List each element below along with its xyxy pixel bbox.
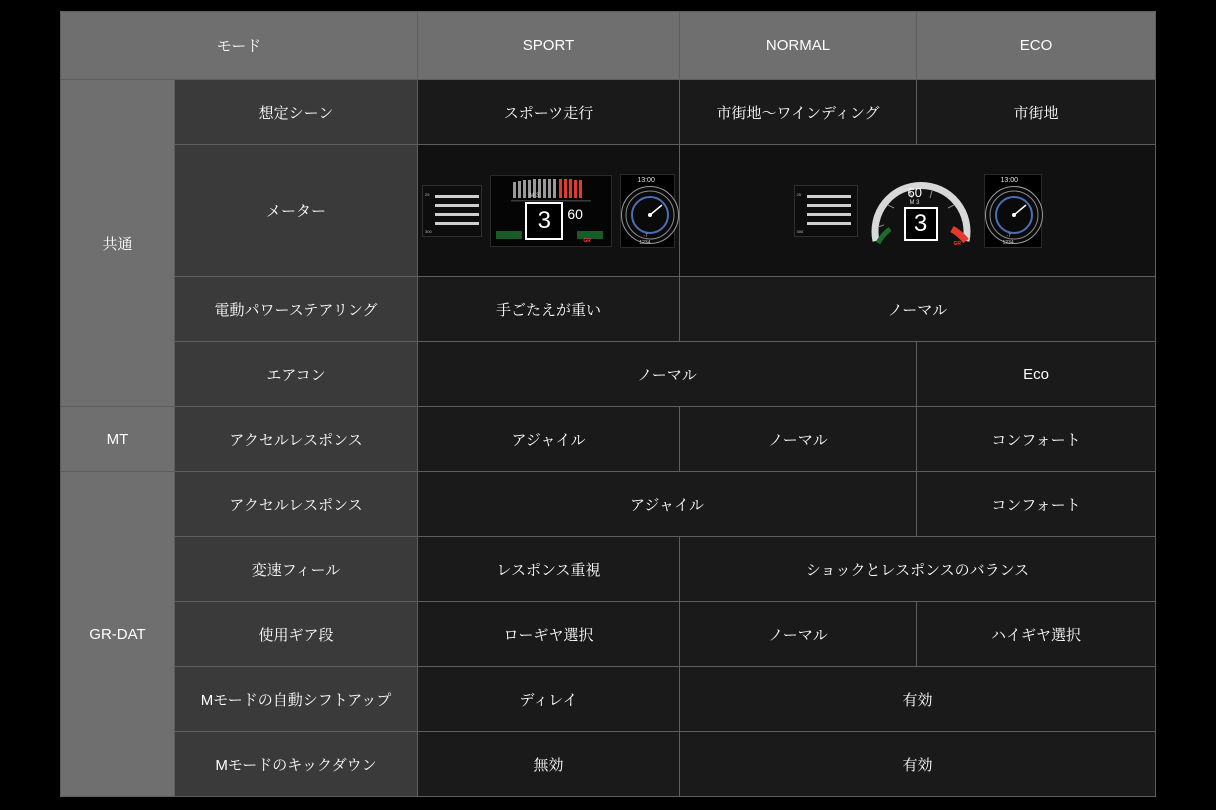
cell-m-auto-shiftup-sport: ディレイ [418, 667, 680, 732]
meter-speed-left-label: 25 [425, 191, 430, 197]
meter-speed-value: 60 [907, 184, 922, 200]
meter-clock: 13:00 [1000, 176, 1019, 184]
meter-temperature: -7 [643, 232, 648, 239]
table-row [61, 80, 1156, 145]
meter-tachometer-bar [490, 175, 612, 247]
cell-mt-accel-eco: コンフォート [917, 407, 1156, 472]
gr-badge-icon: GR [583, 237, 591, 244]
meter-speed-value: 60 [567, 205, 583, 222]
normal-eco-meter-cluster-image [684, 145, 1151, 276]
row-item-m-auto-shiftup: Mモードの自動シフトアップ [175, 667, 418, 732]
cell-dat-accel-sport-normal: アジャイル [418, 472, 917, 537]
table-header-row [61, 12, 1156, 80]
meter-temperature: -7 [1006, 232, 1011, 239]
header-col-sport: SPORT [418, 12, 680, 80]
meter-bar [435, 195, 479, 198]
sport-meter-cluster-image [422, 145, 675, 276]
table-row [61, 277, 1156, 342]
row-item-dat-accel-response: アクセルレスポンス [175, 472, 418, 537]
meter-speed-bottom-label: 300 [425, 228, 432, 234]
cell-gear-usage-normal: ノーマル [680, 602, 917, 667]
cell-shift-feel-sport: レスポンス重視 [418, 537, 680, 602]
meter-gear-mode-label: M 3 [529, 192, 540, 199]
meter-bar [807, 222, 851, 225]
meter-speed-bottom-label: 300 [796, 228, 804, 234]
cell-scene-sport: スポーツ走行 [418, 80, 680, 145]
table-row [61, 537, 1156, 602]
table-row [61, 145, 1156, 277]
meter-odometer: 1234 [1002, 239, 1014, 246]
drive-mode-spec-table [60, 11, 1156, 797]
header-mode-label: モード [61, 12, 418, 80]
meter-round-tachometer [866, 167, 976, 255]
meter-right-dial-panel [620, 174, 675, 248]
cell-eps-sport: 手ごたえが重い [418, 277, 680, 342]
cell-aircon-eco: Eco [917, 342, 1156, 407]
meter-gear-mode-label: M 3 [909, 199, 920, 206]
cell-gear-usage-sport: ローギヤ選択 [418, 602, 680, 667]
row-item-gear-usage: 使用ギア段 [175, 602, 418, 667]
meter-left-info-panel [794, 185, 858, 237]
meter-gear-display: 3 [525, 202, 563, 240]
cell-shift-feel-normal-eco: ショックとレスポンスのバランス [680, 537, 1156, 602]
row-item-shift-feel: 変速フィール [175, 537, 418, 602]
group-label-gr-dat: GR-DAT [61, 472, 175, 797]
header-col-normal: NORMAL [680, 12, 917, 80]
meter-mini-dial [621, 186, 679, 244]
meter-clock: 13:00 [637, 176, 655, 184]
group-label-common: 共通 [61, 80, 175, 407]
cell-m-auto-shiftup-normal-eco: 有効 [680, 667, 1156, 732]
cell-eps-normal-eco: ノーマル [680, 277, 1156, 342]
meter-bar [807, 195, 851, 198]
meter-mini-dial [985, 186, 1043, 244]
meter-bar [435, 204, 479, 207]
gr-badge-icon: GR [953, 240, 961, 247]
table-row [61, 732, 1156, 797]
row-item-aircon: エアコン [175, 342, 418, 407]
table-row [61, 472, 1156, 537]
cell-dat-accel-eco: コンフォート [917, 472, 1156, 537]
cell-meter-sport [418, 145, 680, 277]
cell-gear-usage-eco: ハイギヤ選択 [917, 602, 1156, 667]
table-row [61, 602, 1156, 667]
meter-bar [807, 213, 851, 216]
meter-gear-display: 3 [904, 207, 938, 241]
row-item-eps: 電動パワーステアリング [175, 277, 418, 342]
row-item-m-kickdown: Mモードのキックダウン [175, 732, 418, 797]
meter-speed-left-label: 25 [796, 191, 801, 197]
cell-meter-normal-eco [680, 145, 1156, 277]
cell-mt-accel-sport: アジャイル [418, 407, 680, 472]
table-row [61, 342, 1156, 407]
cell-scene-normal: 市街地〜ワインディング [680, 80, 917, 145]
meter-right-dial-panel [984, 174, 1042, 248]
meter-bar [807, 204, 851, 207]
cell-aircon-sport-normal: ノーマル [418, 342, 917, 407]
table-row [61, 407, 1156, 472]
row-item-scene: 想定シーン [175, 80, 418, 145]
cell-scene-eco: 市街地 [917, 80, 1156, 145]
mini-dial-svg [622, 187, 678, 243]
group-label-mt: MT [61, 407, 175, 472]
mini-dial-svg [986, 187, 1042, 243]
meter-odometer: 1234 [639, 239, 651, 246]
meter-left-info-panel [422, 185, 482, 237]
table-row [61, 667, 1156, 732]
cell-m-kickdown-sport: 無効 [418, 732, 680, 797]
header-col-eco: ECO [917, 12, 1156, 80]
meter-bar [435, 222, 479, 225]
meter-bar [435, 213, 479, 216]
cell-m-kickdown-normal-eco: 有効 [680, 732, 1156, 797]
row-item-meter: メーター [175, 145, 418, 277]
row-item-mt-accel-response: アクセルレスポンス [175, 407, 418, 472]
cell-mt-accel-normal: ノーマル [680, 407, 917, 472]
